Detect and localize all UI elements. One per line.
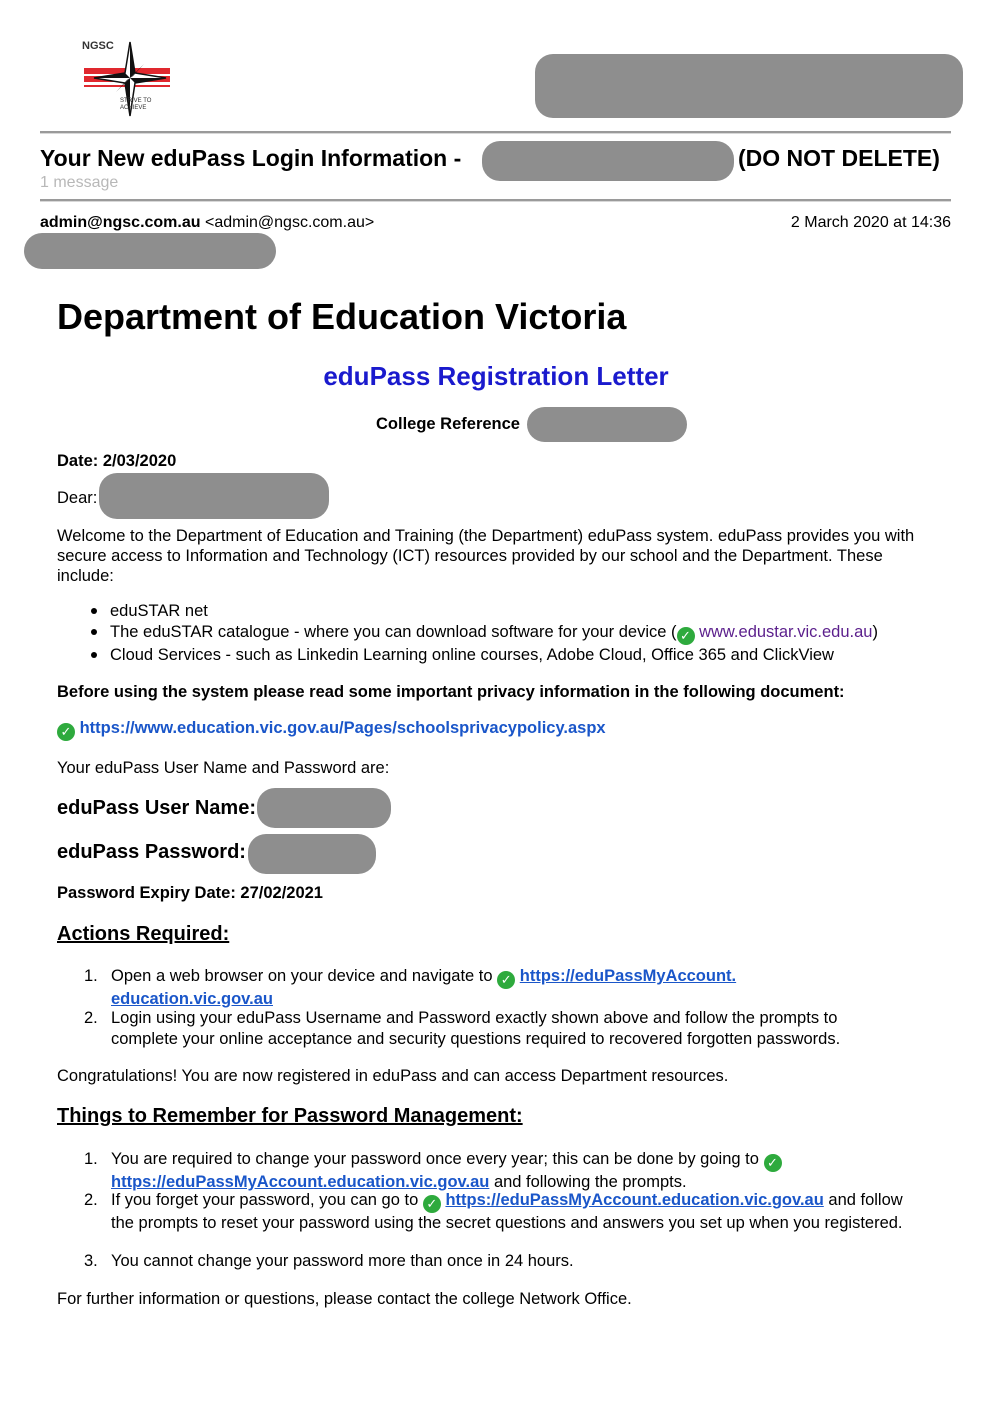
dear-label: Dear: xyxy=(57,489,98,507)
divider-top xyxy=(40,131,951,134)
resource-catalogue: The eduSTAR catalogue - where you can download software for your device ( xyxy=(110,623,677,641)
message-count: 1 message xyxy=(40,174,119,191)
myaccount-link-b[interactable]: education.vic.gov.au xyxy=(111,990,273,1008)
letter-heading: Department of Education Victoria xyxy=(57,296,627,337)
username-label: eduPass User Name: xyxy=(57,797,256,819)
myaccount-link-a[interactable]: https://eduPassMyAccount. xyxy=(519,967,737,985)
remember-heading: Things to Remember for Password Management: xyxy=(57,1105,523,1127)
privacy-policy-link[interactable]: https://www.education.vic.gov.au/Pages/schoolsprivacypolicy.aspx xyxy=(79,719,606,737)
check-icon: ✓ xyxy=(677,627,695,645)
sender[interactable] xyxy=(40,214,374,232)
remember-item-3: You cannot change your password more than once in 24 hours. xyxy=(111,1252,574,1270)
paren-close: ) xyxy=(872,623,878,641)
list-number: 2. xyxy=(84,1009,98,1027)
list-item xyxy=(57,601,947,622)
footer-note: For further information or questions, please contact the college Network Office. xyxy=(57,1290,632,1308)
ngsc-logo xyxy=(82,38,174,120)
redacted-to-field xyxy=(24,233,276,269)
redacted-subject-name xyxy=(482,141,734,181)
remember-item-1 xyxy=(111,1149,911,1193)
logo-tagline: STRIVE TO ACHIEVE xyxy=(120,98,152,111)
list-number: 2. xyxy=(84,1191,98,1209)
resource-list xyxy=(57,601,947,666)
check-icon: ✓ xyxy=(423,1195,441,1213)
actions-heading: Actions Required: xyxy=(57,923,230,945)
redacted-recipient-name xyxy=(99,473,329,519)
logo-text: NGSC xyxy=(82,40,114,52)
action-step-2: Login using your eduPass Username and Password exactly shown above and follow the prompts to complete your online acceptance and security questions required to recovered forgotten passwords. xyxy=(111,1009,841,1048)
privacy-link-row xyxy=(57,718,606,741)
divider-middle xyxy=(40,199,951,202)
redacted-password xyxy=(248,834,376,874)
item-text: and following the prompts. xyxy=(493,1173,687,1191)
step-text: Open a web browser on your device and navigate to xyxy=(111,967,493,985)
college-reference-label: College Reference xyxy=(376,415,520,433)
list-number: 3. xyxy=(84,1252,98,1270)
list-number: 1. xyxy=(84,967,98,985)
check-icon: ✓ xyxy=(57,723,75,741)
resource-cloud-services: Cloud Services - such as Linkedin Learning online courses, Adobe Cloud, Office 365 and ClickView xyxy=(110,646,834,664)
check-icon: ✓ xyxy=(497,971,515,989)
credentials-intro: Your eduPass User Name and Password are: xyxy=(57,759,390,777)
password-label: eduPass Password: xyxy=(57,841,246,863)
item-text: If you forget your password, you can go to xyxy=(111,1191,419,1209)
list-item xyxy=(57,622,947,645)
sender-name: admin@ngsc.com.au xyxy=(40,214,201,231)
password-expiry: Password Expiry Date: 27/02/2021 xyxy=(57,884,323,902)
myaccount-link[interactable]: https://eduPassMyAccount.education.vic.gov.au xyxy=(445,1191,824,1209)
intro-paragraph: Welcome to the Department of Education and Training (the Department) eduPass system. eduPass provides you with secure access to Information and Technology (ICT) resources provided by our school and the Department. These include: xyxy=(57,527,915,585)
privacy-note: Before using the system please read some important privacy information in the following document: xyxy=(57,683,845,701)
item-text: and follow the prompts to reset your password using the secret questions and answers you set up when you registered. xyxy=(111,1191,903,1232)
action-step-1 xyxy=(111,966,911,1010)
remember-item-2 xyxy=(111,1190,911,1234)
email-date: 2 March 2020 at 14:36 xyxy=(790,214,951,231)
edustar-link[interactable]: www.edustar.vic.edu.au xyxy=(699,623,873,641)
check-icon: ✓ xyxy=(764,1154,782,1172)
letter-title: eduPass Registration Letter xyxy=(323,361,669,391)
congratulations: Congratulations! You are now registered in eduPass and can access Department resources. xyxy=(57,1067,729,1085)
email-subject-prefix: Your New eduPass Login Information - xyxy=(40,145,462,171)
list-item xyxy=(57,645,947,666)
resource-edustar-net: eduSTAR net xyxy=(110,602,208,620)
redacted-recipient xyxy=(535,54,963,118)
redacted-college-reference xyxy=(527,407,687,442)
redacted-username xyxy=(257,788,391,828)
myaccount-link[interactable]: https://eduPassMyAccount.education.vic.gov.au xyxy=(111,1173,490,1191)
email-subject-suffix: (DO NOT DELETE) xyxy=(738,145,940,171)
list-number: 1. xyxy=(84,1150,98,1168)
letter-date: Date: 2/03/2020 xyxy=(57,452,177,470)
item-text: You are required to change your password once every year; this can be done by going to xyxy=(111,1150,759,1168)
sender-address: <admin@ngsc.com.au> xyxy=(204,214,375,231)
